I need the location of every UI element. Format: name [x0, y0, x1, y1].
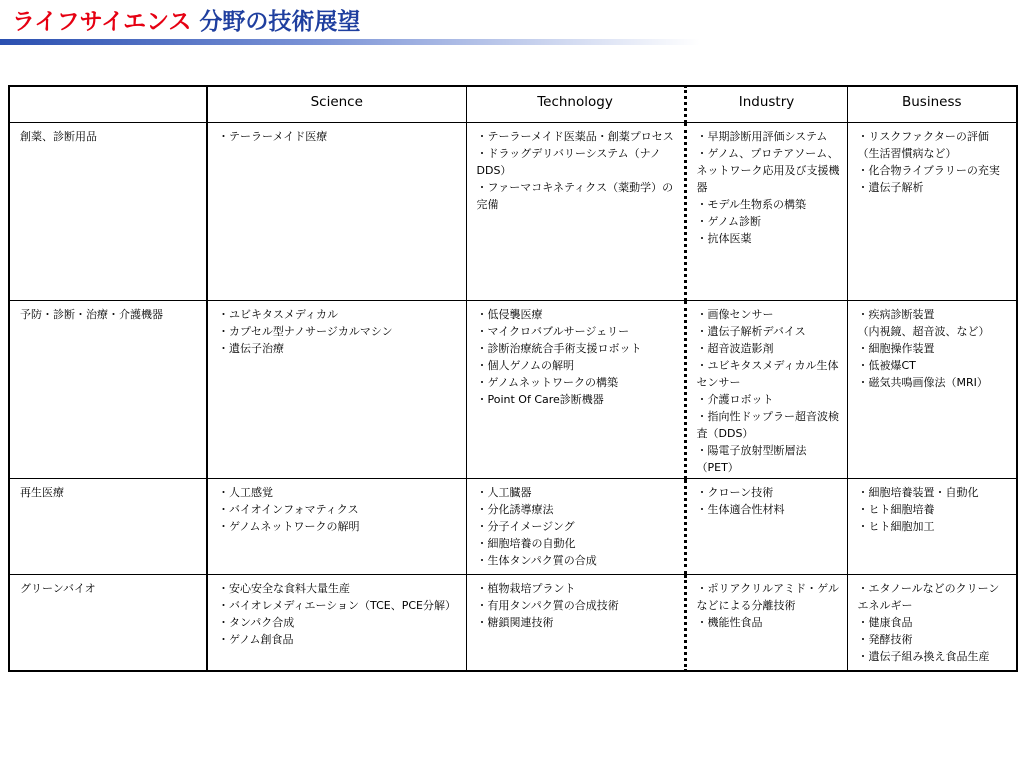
cell-item: ・糖鎖関連技術: [476, 616, 554, 629]
cell-item: ・個人ゲノムの解明: [476, 359, 574, 372]
row-label: 予防・診断・治療・介護機器: [9, 301, 207, 479]
cell-item: ・ゲノムネットワークの構築: [476, 376, 618, 389]
cell-item: ・エタノールなどのクリーンエネルギー: [857, 582, 1000, 612]
cell-item: ・バイオレメディエーション（TCE、PCE分解）: [218, 599, 456, 612]
cell-item: ・人工感覚: [218, 486, 273, 499]
cell-item: ・生体適合性材料: [696, 503, 785, 516]
table-row: [9, 123, 1017, 301]
cell-item: ・ファーマコキネティクス（薬動学）の完備: [476, 181, 674, 211]
cell-item: ・人工臓器: [476, 486, 532, 499]
row-label: 再生医療: [9, 479, 207, 575]
cell-item: ・ゲノム診断: [696, 215, 761, 228]
cell-item: ・バイオインフォマティクス: [218, 503, 359, 516]
cell-item: ・ヒト細胞培養: [857, 503, 935, 516]
cell-item: ・ユビキタスメディカル: [218, 308, 339, 321]
cell-item: ・健康食品: [857, 616, 913, 629]
slide-title: [12, 6, 360, 38]
row-label: 創薬、診断用品: [9, 123, 207, 301]
header-technology: Technology: [466, 86, 685, 123]
title-underline-bar: [0, 39, 700, 45]
cell-item: ・遺伝子解析: [857, 181, 924, 194]
cell-industry: [685, 479, 847, 575]
header-corner: [9, 86, 207, 123]
cell-item: ・テーラーメイド医薬品・創薬プロセス: [476, 130, 674, 143]
cell-item: ・磁気共鳴画像法（MRI）: [857, 376, 988, 389]
cell-item: ・クローン技術: [696, 486, 774, 499]
cell-item: ・発酵技術: [857, 633, 913, 646]
cell-technology: [466, 575, 685, 672]
cell-item: ・遺伝子組み換え食品生産: [857, 650, 990, 663]
cell-item: ・細胞培養装置・自動化: [857, 486, 979, 499]
cell-item: ・低侵襲医療: [476, 308, 543, 321]
cell-item: ・植物栽培プラント: [476, 582, 576, 595]
cell-industry: [685, 123, 847, 301]
cell-item: ・モデル生物系の構築: [696, 198, 806, 211]
header-industry: Industry: [685, 86, 847, 123]
table-row: [9, 301, 1017, 479]
cell-item: ・診断治療統合手術支援ロボット: [476, 342, 642, 355]
cell-item: ・ユビキタスメディカル生体センサー: [696, 359, 839, 389]
cell-item: ・低被爆CT: [857, 359, 916, 372]
title-red-part: ライフサイエンス: [12, 9, 192, 35]
cell-science: [207, 123, 466, 301]
cell-item: ・指向性ドップラー超音波検査（DDS）: [696, 410, 840, 440]
row-label: グリーンバイオ: [9, 575, 207, 672]
cell-item: ・超音波造影剤: [696, 342, 774, 355]
cell-item: ・細胞操作装置: [857, 342, 935, 355]
header-row: [9, 86, 1017, 123]
cell-item: ・ゲノム、プロテアソーム、ネットワーク応用及び支援機器: [696, 147, 840, 194]
header-business: Business: [847, 86, 1017, 123]
cell-item: ・Point Of Care診断機器: [476, 393, 604, 406]
cell-item: ・画像センサー: [696, 308, 774, 321]
cell-technology: [466, 123, 685, 301]
cell-item: ・リスクファクターの評価（生活習慣病など）: [857, 130, 989, 160]
cell-industry: [685, 301, 847, 479]
cell-item: ・抗体医薬: [696, 232, 752, 245]
cell-business: [847, 301, 1017, 479]
cell-item: ・疾病診断装置: [857, 308, 935, 321]
cell-item: ・遺伝子治療: [218, 342, 284, 355]
cell-item: ・分化誘導療法: [476, 503, 554, 516]
cell-item: ・テーラーメイド医療: [218, 130, 328, 143]
cell-technology: [466, 479, 685, 575]
technology-outlook-table: [8, 85, 1018, 672]
cell-item: ・ヒト細胞加工: [857, 520, 935, 533]
cell-item: ・安心安全な食料大量生産: [218, 582, 350, 595]
cell-item: ・カプセル型ナノサージカルマシン: [218, 325, 393, 338]
table-row: [9, 575, 1017, 672]
cell-business: [847, 123, 1017, 301]
cell-item: ・分子イメージング: [476, 520, 575, 533]
cell-item: ・陽電子放射型断層法（PET）: [696, 444, 807, 474]
cell-science: [207, 301, 466, 479]
cell-item: ・機能性食品: [696, 616, 763, 629]
cell-item: ・生体タンパク質の合成: [476, 554, 597, 567]
cell-science: [207, 575, 466, 672]
cell-item: ・マイクロバブルサージェリー: [476, 325, 630, 338]
cell-item: ・早期診断用評価システム: [696, 130, 828, 143]
cell-item: ・有用タンパク質の合成技術: [476, 599, 619, 612]
title-blue-part: 分野の技術展望: [199, 9, 361, 35]
table-row: [9, 479, 1017, 575]
header-science: Science: [207, 86, 466, 123]
cell-item: ・ポリアクリルアミド・ゲルなどによる分離技術: [696, 582, 839, 612]
cell-item: ・介護ロボット: [696, 393, 774, 406]
cell-item: ・ゲノムネットワークの解明: [218, 520, 360, 533]
cell-item: ・細胞培養の自動化: [476, 537, 576, 550]
cell-item: ・ゲノム創食品: [218, 633, 294, 646]
cell-item: ・遺伝子解析デバイス: [696, 325, 806, 338]
cell-item: （内視鏡、超音波、など）: [857, 325, 990, 338]
cell-business: [847, 575, 1017, 672]
cell-science: [207, 479, 466, 575]
cell-item: ・ドラッグデリバリーシステム（ナノDDS）: [476, 147, 661, 177]
cell-industry: [685, 575, 847, 672]
cell-item: ・化合物ライブラリーの充実: [857, 164, 1000, 177]
cell-business: [847, 479, 1017, 575]
cell-item: ・タンパク合成: [218, 616, 295, 629]
cell-technology: [466, 301, 685, 479]
